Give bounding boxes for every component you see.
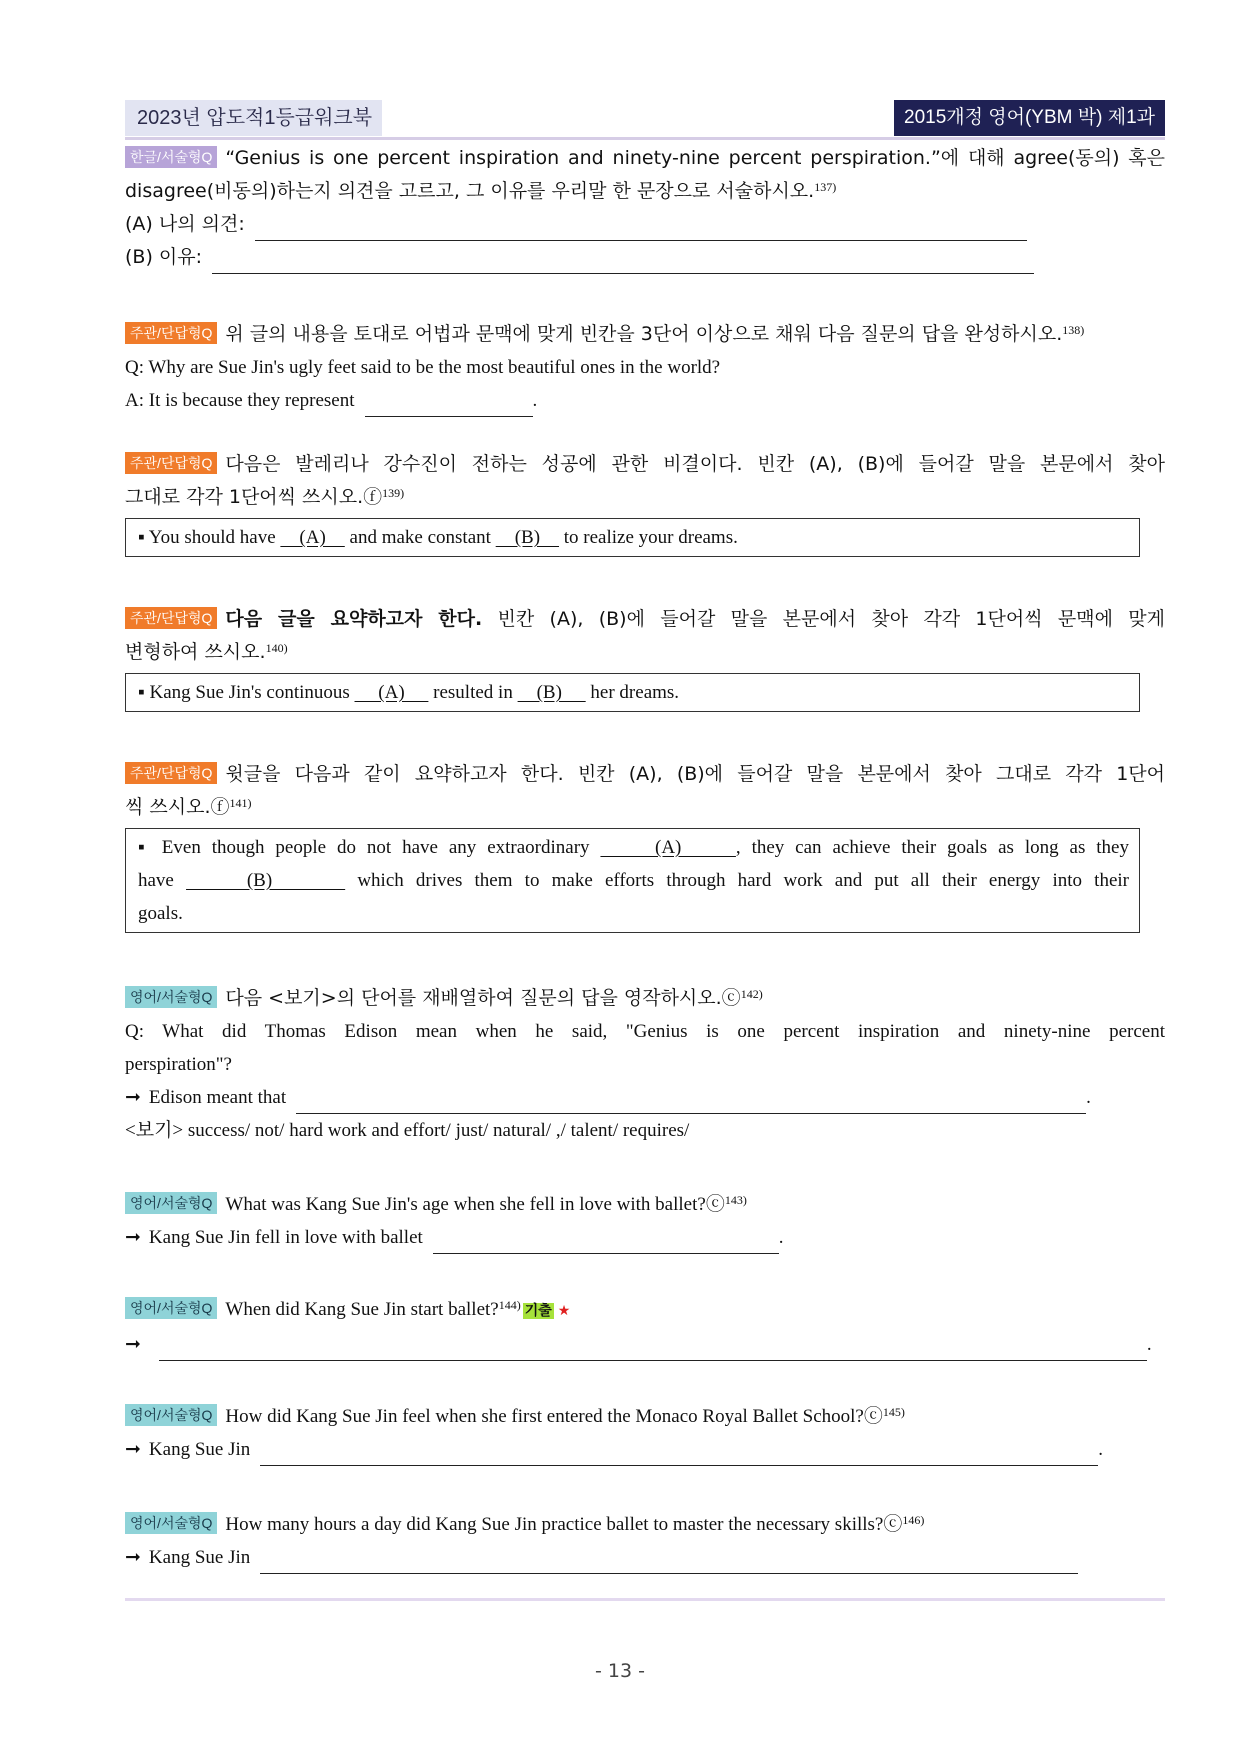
footnote-ref: 145) [882,1405,905,1419]
question-type-tag: 주관/단답형Q [125,452,217,474]
question-type-tag: 주관/단답형Q [125,322,217,344]
difficulty-mark: ⓒ [883,1514,903,1535]
answer-blank[interactable] [260,1551,1078,1574]
answer-prompt: Kang Sue Jin fell in love with ballet [148,1227,423,1248]
question-type-tag: 영어/서술형Q [125,1512,217,1534]
blank-b[interactable]: (B) [517,682,586,703]
footnote-ref: 141) [229,796,252,810]
question-144 [125,1293,1165,1361]
box-text: goals. [138,903,183,924]
question-text: What was Kang Sue Jin's age when she fell in love with ballet? [225,1194,706,1215]
question-type-tag: 영어/서술형Q [125,1192,217,1214]
footnote-ref: 140) [265,641,288,655]
question-type-tag: 영어/서술형Q [125,1297,217,1319]
question-type-tag: 주관/단답형Q [125,607,217,629]
answer-prompt: Kang Sue Jin [148,1547,251,1568]
answer-a-blank[interactable] [255,218,1027,241]
question-text-cont: 변형하여 쓰시오. [125,641,266,663]
workbook-title: 2023년 압도적1등급워크북 [125,100,382,136]
box-text: her dreams. [585,682,680,703]
lesson-title: 2015개정 영어(YBM 박) 제1과 [894,100,1165,136]
blank-b[interactable]: (B) [495,527,560,548]
footnote-ref: 143) [724,1193,747,1207]
difficulty-mark: ⓒ [863,1406,883,1427]
footer-divider [125,1598,1165,1601]
box-text: which drives them to make efforts through hard work and put all their energy into their [345,870,1129,891]
difficulty-mark: ⓒ [721,988,741,1009]
arrow-icon: ➞ [125,1333,141,1355]
question-text-cont: 씩 쓰시오. [125,796,211,818]
box-text: ▪ Even though people do not have any extraordinary [138,837,601,858]
footnote-ref: 137) [814,180,837,194]
box-text: and make constant [344,527,496,548]
answer-blank[interactable] [365,394,533,417]
question-english: Q: Why are Sue Jin's ugly feet said to be the most beautiful ones in the world? [125,357,721,378]
difficulty-mark: ⓕ [210,797,230,818]
answer-period: . [1086,1087,1091,1108]
difficulty-mark: ⓕ [363,487,383,508]
question-146 [125,1508,1165,1574]
box-text: resulted in [428,682,518,703]
answer-blank[interactable] [296,1091,1086,1114]
question-139 [125,448,1165,557]
question-text: 다음 <보기>의 단어를 재배열하여 질문의 답을 영작하시오. [225,987,722,1009]
box-text: , they can achieve their goals as long as they [735,837,1129,858]
question-text-cont: disagree(비동의)하는지 의견을 고르고, 그 이유를 우리말 한 문장으로 서술하시오. [125,180,815,202]
question-text: 빈칸 (A), (B)에 들어갈 말을 본문에서 찾아 각각 1단어씩 문맥에 맞게 [482,608,1165,630]
summary-box [125,673,1140,712]
question-text: 윗글을 다음과 같이 요약하고자 한다. 빈칸 (A), (B)에 들어갈 말을 본문에서 찾아 그대로 각각 1단어 [225,763,1165,785]
question-text: 다음은 발레리나 강수진이 전하는 성공에 관한 비결이다. 빈칸 (A), (B)에 들어갈 말을 본문에서 찾아 [225,453,1165,475]
page-header [125,100,1165,138]
question-english-cont: perspiration"? [125,1054,232,1075]
answer-period: . [778,1227,784,1248]
arrow-icon: ➞ [125,1438,141,1460]
answer-blank[interactable] [260,1443,1098,1466]
blank-a[interactable]: (A) [354,682,429,703]
question-type-tag: 주관/단답형Q [125,762,217,784]
question-text: “Genius is one percent inspiration and ninety-nine percent perspiration.”에 대해 agree(동의) 혹은 [225,147,1165,169]
answer-period: . [532,390,538,411]
difficulty-mark: ⓒ [705,1194,725,1215]
box-text: ▪ Kang Sue Jin's continuous [138,682,355,703]
answer-period: . [1146,1334,1152,1355]
footnote-ref: 146) [902,1513,925,1527]
question-english: Q: What did Thomas Edison mean when he said, "Genius is one percent inspiration and ninety-nine percent [125,1021,1165,1042]
blank-b[interactable]: (B) [186,870,346,891]
question-text: How many hours a day did Kang Sue Jin practice ballet to master the necessary skills? [225,1514,884,1535]
box-text: have [138,870,187,891]
bogi-word-list: <보기> success/ not/ hard work and effort/ just/ natural/ ,/ talent/ requires/ [125,1120,690,1141]
answer-prompt: Edison meant that [148,1087,287,1108]
question-137 [125,142,1165,274]
answer-blank[interactable] [159,1338,1147,1361]
footnote-ref: 138) [1062,323,1085,337]
summary-box [125,828,1140,933]
arrow-icon: ➞ [125,1546,141,1568]
question-140 [125,603,1165,712]
footnote-ref: 144) [498,1298,521,1312]
arrow-icon: ➞ [125,1086,141,1108]
question-type-tag: 영어/서술형Q [125,986,217,1008]
question-142 [125,982,1165,1147]
header-divider [125,137,1165,140]
question-141 [125,758,1165,933]
question-text-cont: 그대로 각각 1단어씩 쓰시오. [125,486,364,508]
page-number: - 13 - [595,1660,645,1682]
answer-blank[interactable] [433,1231,779,1254]
blank-a[interactable]: (A) [600,837,736,858]
summary-box [125,518,1140,557]
box-text: ▪ You should have [138,527,281,548]
answer-b-label: (B) 이유: [125,246,203,268]
question-text: 위 글의 내용을 토대로 어법과 문맥에 맞게 빈칸을 3단어 이상으로 채워 다음 질문의 답을 완성하시오. [225,323,1063,345]
question-143 [125,1188,1165,1254]
question-text: When did Kang Sue Jin start ballet? [225,1299,499,1320]
answer-prompt: A: It is because they represent [125,390,355,411]
answer-a-label: (A) 나의 의견: [125,213,245,235]
box-text: to realize your dreams. [559,527,738,548]
question-145 [125,1400,1165,1466]
footnote-ref: 139) [382,486,405,500]
answer-period: . [1098,1439,1103,1460]
arrow-icon: ➞ [125,1226,141,1248]
question-text: How did Kang Sue Jin feel when she first entered the Monaco Royal Ballet School? [225,1406,864,1427]
answer-prompt: Kang Sue Jin [148,1439,251,1460]
answer-b-blank[interactable] [212,251,1034,274]
star-icon: ★ [557,1304,571,1319]
question-type-tag: 영어/서술형Q [125,1404,217,1426]
footnote-ref: 142) [740,987,763,1001]
past-exam-badge: 기출 [524,1303,552,1319]
question-138 [125,318,1165,417]
question-text-bold: 다음 글을 요약하고자 한다. [225,608,483,630]
blank-a[interactable]: (A) [280,527,345,548]
question-type-tag: 한글/서술형Q [125,146,217,168]
